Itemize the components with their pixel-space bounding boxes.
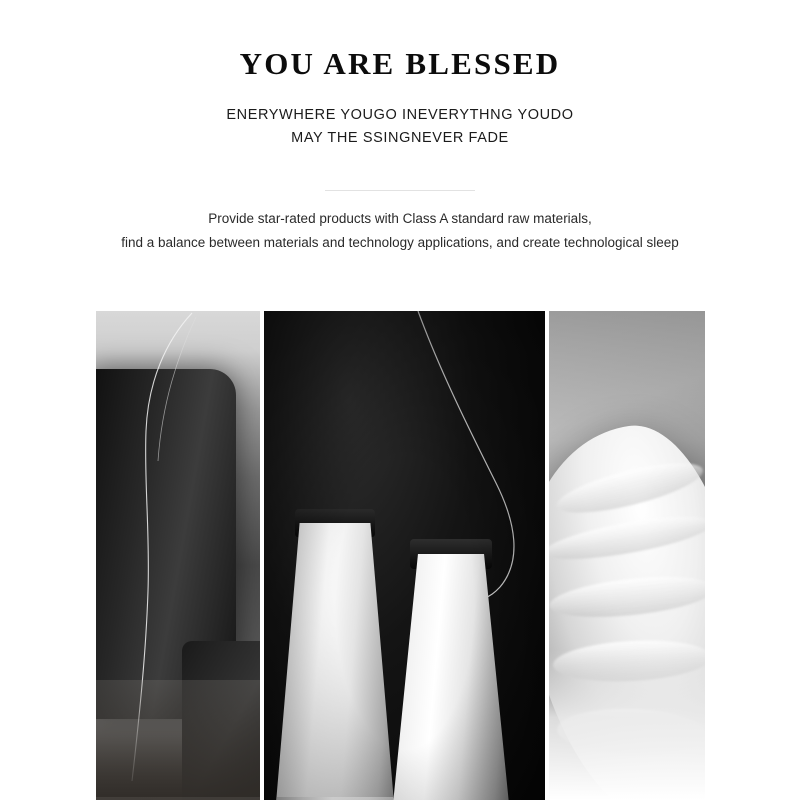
fabric-shadow-top xyxy=(549,311,705,441)
fabric-highlight-bottom xyxy=(549,650,705,800)
subheadline xyxy=(0,104,800,150)
gallery-image-thread-cones xyxy=(264,311,545,800)
workbench-surface xyxy=(96,680,260,800)
description-line-1: Provide star-rated products with Class A standard raw materials, xyxy=(208,211,592,226)
divider xyxy=(325,190,475,191)
gallery-image-fabric xyxy=(549,311,705,800)
image-gallery xyxy=(96,311,705,800)
description xyxy=(0,207,800,255)
vignette-overlay xyxy=(264,311,545,800)
page-title: YOU ARE BLESSED xyxy=(239,46,561,81)
subheadline-line-1: ENERYWHERE YOUGO INEVERYTHNG YOUDO xyxy=(226,107,574,123)
subheadline-line-2: MAY THE SSINGNEVER FADE xyxy=(291,130,509,146)
description-line-2: find a balance between materials and technology applications, and create technological sleep xyxy=(121,235,679,250)
gallery-image-sewing-machine xyxy=(96,311,260,800)
